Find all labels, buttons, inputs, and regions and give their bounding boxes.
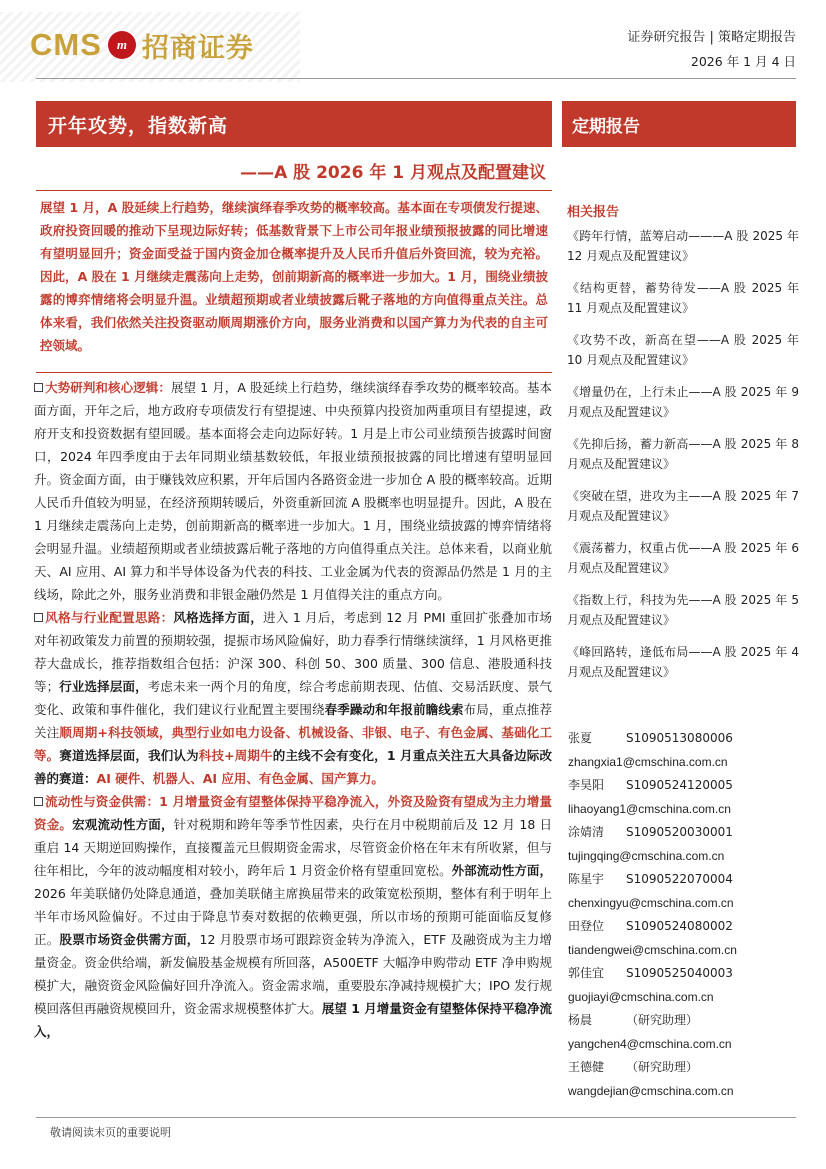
- analyst-email[interactable]: zhangxia1@cmschina.com.cn: [568, 754, 728, 769]
- logo-company-name: 招商证券: [141, 32, 254, 64]
- analyst-row: [568, 821, 800, 845]
- highlight-phrase: AI 硬件、机器人、AI 应用、有色金属、国产算力。: [96, 771, 384, 786]
- bold-phrase: 股票市场资金供需方面，: [59, 932, 200, 947]
- analyst-name: 张夏: [568, 731, 593, 745]
- analyst-id: （研究助理）: [626, 1060, 699, 1074]
- report-date: 2026 年 1 月 4 日: [690, 54, 796, 69]
- analyst-name: 陈星宇: [568, 872, 605, 886]
- section-style-industry: [34, 606, 552, 790]
- section-label: 流动性与资金供需：: [45, 794, 160, 809]
- section-text: 2026 年美联储仍处降息通道，叠加美联储主席换届带来的政策宽松预期，整体有利于明年上半年市场风险偏好。不过由于降息节奏对数据的依赖更强，所以市场的预期可能面临反复修正。: [34, 886, 552, 947]
- footer-divider: [36, 1117, 796, 1118]
- related-report-link[interactable]: 《指数上行，科技为先——A 股 2025 年 5 月观点及配置建议》: [567, 593, 799, 627]
- bold-phrase: 的主线不会有变化，1 月重点关注五大具备边际改善的赛道：: [34, 748, 552, 786]
- summary-paragraph: 展望 1 月，A 股延续上行趋势，继续演绎春季攻势的概率较高。基本面在专项债发行提速、政府投资回暖的推动下呈现边际好转；低基数背景下上市公司年报业绩预报披露的同比增速有望明显回升；资金面受益于国内资金加仓概率提升及人民币升值后外资回流，较为充裕。因此，A 股在 1 月继续走震荡向上走势，创前期新高的概率进一步加大。1 月，围绕业绩披露的博弈情绪将会明显升温。业绩超预期或者业绩披露后靴子落地的方向值得重点关注。总体来看，我们依然关注投资驱动顺周期涨价方向，服务业消费和以国产算力为代表的自主可控领域。: [40, 200, 548, 353]
- analyst-row: [568, 1009, 800, 1033]
- section-text: 布局，重点推荐关注: [34, 702, 552, 740]
- analyst-email[interactable]: tujingqing@cmschina.com.cn: [568, 848, 725, 863]
- bold-phrase: 春季躁动和年报前瞻线索: [324, 702, 464, 717]
- main-body: [34, 376, 552, 1043]
- related-report-link[interactable]: 《震荡蓄力，权重占优——A 股 2025 年 6 月观点及配置建议》: [567, 541, 799, 575]
- analyst-email[interactable]: chenxingyu@cmschina.com.cn: [568, 895, 734, 910]
- analyst-row: [568, 962, 800, 986]
- header-divider: [36, 78, 796, 79]
- analyst-row: [568, 727, 800, 751]
- logo-emblem-icon: m: [108, 31, 136, 59]
- analyst-id: （研究助理）: [626, 1013, 699, 1027]
- analyst-name: 杨晨: [568, 1013, 593, 1027]
- section-text: 12 月股票市场可跟踪资金转为净流入，ETF 及融资成为主力增量资金。资金供给端，新发偏股基金规模有所回落，A500ETF 大幅净申购带动 ETF 净申购规模扩大，融资资金风险偏好回升净流入。资金需求端，重要股东净减持规模扩大；IPO 发行规模回落但再融资规模回升，资金需求规模整体扩大。: [34, 932, 552, 1016]
- related-report-link[interactable]: 《攻势不改，新高在望——A 股 2025 年 10 月观点及配置建议》: [567, 333, 799, 367]
- analyst-row: [568, 774, 800, 798]
- bold-phrase: 外部流动性方面，: [451, 863, 552, 878]
- related-report-link[interactable]: 《先抑后扬，蓄力新高——A 股 2025 年 8 月观点及配置建议》: [567, 437, 799, 471]
- section-text: 进入 1 月后，考虑到 12 月 PMI 重回扩张叠加市场对年初政策发力前置的预期较强，提振市场风险偏好，助力春季行情继续演绎，1 月风格更推荐大盘成长，推荐指数组合包括：沪深 300、科创 50、300 质量、300 信息、港股通科技等；: [34, 610, 552, 694]
- related-report-link[interactable]: 《结构更替，蓄势待发——A 股 2025 年 11 月观点及配置建议》: [567, 281, 799, 315]
- analyst-row: [568, 915, 800, 939]
- analyst-list: [568, 727, 800, 1103]
- report-meta: [627, 26, 796, 70]
- section-label: 风格与行业配置思路：: [45, 610, 174, 625]
- report-subtitle: ——A 股 2026 年 1 月观点及配置建议: [240, 163, 546, 183]
- highlight-phrase: 顺周期+科技领域，典型行业如电力设备、机械设备、非银、电子、有色金属、基础化工等。: [34, 725, 552, 763]
- section-text: 针对税期和跨年等季节性因素，央行在月中税期前后及 12 月 18 日重启 14 天期逆回购操作，直接覆盖元旦假期资金需求，尽管资金价格在年末有所收紧，但与往年相比，今年的波动幅度相对较小，跨年后 1 月资金价格有望重回宽松。: [34, 817, 552, 878]
- analyst-id: S1090513080006: [626, 731, 733, 745]
- bold-phrase: 赛道选择层面，我们认为: [59, 748, 199, 763]
- bold-phrase: 宏观流动性方面，: [72, 817, 174, 832]
- analyst-id: S1090525040003: [626, 966, 733, 980]
- related-reports-title: 相关报告: [567, 205, 620, 220]
- section-market-logic: [34, 376, 552, 606]
- report-title: 开年攻势，指数新高: [36, 101, 552, 147]
- analyst-id: S1090522070004: [626, 872, 733, 886]
- analyst-id: S1090520030001: [626, 825, 733, 839]
- related-report-link[interactable]: 《增量仍在，上行未止——A 股 2025 年 9 月观点及配置建议》: [567, 385, 799, 419]
- related-report-link[interactable]: 《峰回路转，逢低布局——A 股 2025 年 4 月观点及配置建议》: [567, 645, 799, 679]
- section-label: 大势研判和核心逻辑：: [45, 380, 171, 395]
- section-liquidity: [34, 790, 552, 1043]
- analyst-email[interactable]: tiandengwei@cmschina.com.cn: [568, 942, 737, 957]
- report-type-line: 证券研究报告 | 策略定期报告: [627, 30, 796, 45]
- bold-phrase: 展望 1 月增量资金有望整体保持平稳净流入，: [34, 1001, 552, 1039]
- summary-top-divider: [36, 190, 552, 191]
- analyst-row: [568, 868, 800, 892]
- analyst-email[interactable]: guojiayi@cmschina.com.cn: [568, 989, 714, 1004]
- analyst-email[interactable]: yangchen4@cmschina.com.cn: [568, 1036, 732, 1051]
- related-reports: [567, 201, 799, 694]
- checkbox-bullet-icon: [34, 613, 43, 622]
- analyst-email[interactable]: lihaoyang1@cmschina.com.cn: [568, 801, 731, 816]
- report-tag: 定期报告: [562, 101, 796, 147]
- checkbox-bullet-icon: [34, 383, 43, 392]
- bold-phrase: 风格选择方面，: [173, 610, 264, 625]
- analyst-name: 李昊阳: [568, 778, 605, 792]
- analyst-name: 田登位: [568, 919, 605, 933]
- company-logo: [30, 27, 254, 63]
- analyst-id: S1090524080002: [626, 919, 733, 933]
- related-report-link[interactable]: 《跨年行情，蓝筹启动———A 股 2025 年 12 月观点及配置建议》: [567, 229, 799, 263]
- analyst-row: [568, 1056, 800, 1080]
- section-text: 考虑未来一两个月的角度，综合考虑前期表现、估值、交易活跃度、景气变化、政策和事件催化，我们建议行业配置主要围绕: [34, 679, 552, 717]
- analyst-email[interactable]: wangdejian@cmschina.com.cn: [568, 1083, 734, 1098]
- analyst-id: S1090524120005: [626, 778, 733, 792]
- footer-disclaimer: 敬请阅读末页的重要说明: [50, 1126, 171, 1139]
- analyst-name: 涂婧清: [568, 825, 605, 839]
- highlight-phrase: 科技+周期牛: [198, 748, 273, 763]
- related-report-link[interactable]: 《突破在望，进攻为主——A 股 2025 年 7 月观点及配置建议》: [567, 489, 799, 523]
- logo-cms-text: CMS: [30, 27, 102, 62]
- bold-phrase: 行业选择层面，: [59, 679, 148, 694]
- summary-bottom-divider: [36, 372, 552, 373]
- analyst-name: 郭佳宜: [568, 966, 605, 980]
- section-text: 展望 1 月，A 股延续上行趋势，继续演绎春季攻势的概率较高。基本面方面，开年之后，地方政府专项债发行有望提速、中央预算内投资加两重项目有望提速，政府开支和投资数据有望回暖。基本面将会走向边际好转。1 月是上市公司业绩预告披露时间窗口，2024 年四季度由于去年同期业绩基数较低，年报业绩预报披露的同比增速有望明显回升。资金面方面，由于赚钱效应积累，开年后国内各路资金进一步加仓 A 股的概率较高。近期人民币升值较为明显，在经济预期转暖后，外资重新回流 A 股概率也明显提升。因此，A 股在 1 月继续走震荡向上走势，创前期新高的概率进一步加大。1 月，围绕业绩披露的博弈情绪将会明显升温。业绩超预期或者业绩披露后靴子落地的方向值得重点关注。总体来看，以商业航天、AI 应用、AI 算力和半导体设备为代表的科技、工业金属为代表的资源品仍然是 1 月的主线场，除此之外，服务业消费和非银金融仍然是 1 月值得关注的重点方向。: [34, 380, 552, 602]
- checkbox-bullet-icon: [34, 797, 43, 806]
- highlight-phrase: 1 月增量资金有望整体保持平稳净流入，外资及险资有望成为主力增量资金。: [34, 794, 552, 832]
- analyst-name: 王德健: [568, 1060, 605, 1074]
